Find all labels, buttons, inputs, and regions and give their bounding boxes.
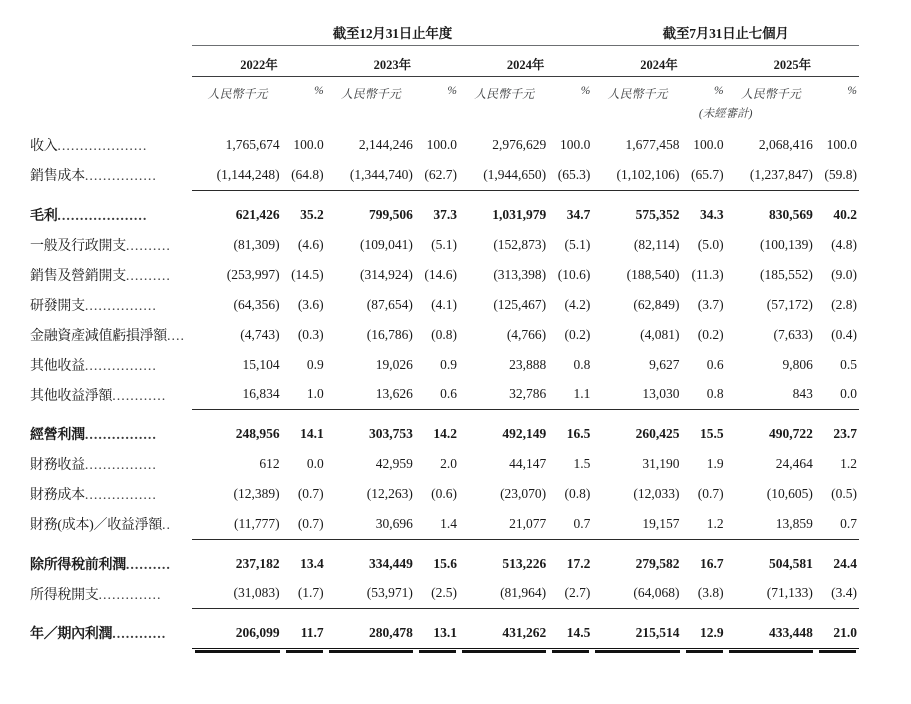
header-corner-blank (22, 22, 192, 45)
row-spacer (22, 410, 859, 420)
row-label-text: 其他收益 (30, 358, 85, 374)
cell-percent: (0.2) (697, 326, 724, 342)
cell-amount: 280,478 (326, 618, 416, 648)
cell-percent: 2.0 (440, 456, 457, 471)
cell-percent: (0.2) (564, 326, 591, 342)
cell-percent: 14.5 (549, 618, 592, 648)
cell-amount: (57,172) (766, 296, 813, 312)
header-row-units (22, 77, 859, 104)
cell-percent: 0.6 (416, 380, 459, 410)
table-row (22, 549, 859, 579)
cell-amount: 843 (726, 380, 816, 410)
cell-amount: (12,263) (366, 486, 413, 501)
table-header (22, 22, 859, 130)
cell-amount: (188,540) (626, 266, 680, 282)
row-label-leader: ................ (84, 458, 157, 473)
cell-percent: 1.9 (706, 456, 724, 471)
row-spacer-cell (22, 539, 859, 549)
cell-percent: 16.7 (700, 555, 724, 571)
row-label (22, 509, 192, 539)
row-label-text: 年／期內利潤 (30, 627, 113, 642)
cell-percent: 1.2 (683, 509, 726, 539)
cell-amount: 2,144,246 (358, 137, 413, 152)
cell-percent: (2.7) (549, 579, 592, 609)
cell-amount: 2,068,416 (758, 137, 813, 152)
cell-amount: 44,147 (509, 456, 547, 471)
table-row (22, 419, 859, 449)
cell-percent: 100.0 (293, 137, 324, 152)
cell-percent: 1.5 (573, 456, 591, 471)
cell-amount: (7,633) (773, 326, 813, 342)
cell-percent: 100.0 (826, 137, 857, 152)
cell-amount: (313,398) (493, 266, 547, 282)
cell-percent: (3.7) (697, 296, 724, 312)
cell-percent: (2.5) (416, 579, 459, 609)
row-label (22, 130, 192, 160)
row-label-text: 經營利潤 (30, 428, 85, 443)
cell-amount: 2,976,629 (492, 137, 547, 152)
cell-amount: 206,099 (192, 618, 282, 648)
cell-amount: (4,743) (240, 326, 280, 342)
column-year-2022: 2022年 (240, 58, 278, 72)
cell-amount: 303,753 (369, 426, 413, 441)
cell-amount: 9,806 (782, 356, 813, 372)
cell-amount: (1,944,650) (459, 160, 549, 190)
period-group-interim: 截至7月31日止七個月 (662, 26, 789, 41)
cell-amount: (64,356) (233, 296, 280, 312)
row-label (22, 260, 192, 290)
row-label-text: 其他收益淨額 (30, 388, 113, 404)
row-label-leader: .......... (125, 268, 171, 284)
table-row (22, 618, 859, 648)
cell-amount: 1,031,979 (492, 206, 547, 222)
row-label-leader: ................ (84, 488, 157, 503)
cell-amount: (1,144,248) (192, 160, 282, 190)
cell-percent: (14.5) (291, 266, 324, 282)
cell-percent: 100.0 (693, 137, 724, 152)
cell-percent: (65.3) (549, 160, 592, 190)
cell-percent: (3.6) (297, 296, 324, 312)
cell-amount: 260,425 (635, 426, 680, 441)
table-row (22, 509, 859, 539)
row-label (22, 230, 192, 260)
row-label-leader: ............ (112, 627, 167, 642)
cell-percent: 0.5 (840, 356, 857, 372)
cell-percent: (0.5) (831, 486, 857, 501)
cell-amount: (10,605) (766, 486, 813, 501)
cell-amount: (87,654) (366, 296, 413, 312)
cell-amount: 42,959 (375, 456, 413, 471)
cell-percent: 23.7 (833, 426, 857, 441)
cell-percent: (0.8) (431, 326, 457, 342)
row-label-leader: .. (162, 518, 172, 533)
cell-amount: (4,081) (640, 326, 680, 342)
cell-percent: (0.3) (297, 326, 324, 342)
cell-percent: 11.7 (283, 618, 326, 648)
cell-percent: (3.4) (816, 579, 859, 609)
cell-amount: 433,448 (726, 618, 816, 648)
table-row (22, 160, 859, 190)
cell-percent: 14.2 (433, 426, 457, 441)
cell-percent: 34.7 (566, 206, 591, 222)
row-spacer-cell (22, 609, 859, 619)
header-row-years (22, 46, 859, 76)
cell-amount: (23,070) (500, 486, 547, 501)
cell-amount: 30,696 (326, 509, 416, 539)
row-label (22, 380, 192, 410)
row-label-text: 研發開支 (30, 298, 85, 314)
cell-percent: 100.0 (426, 137, 457, 152)
cell-amount: 1,677,458 (625, 137, 680, 152)
cell-percent: (62.7) (416, 160, 459, 190)
column-year-2023: 2023年 (373, 58, 412, 72)
row-label-text: 財務成本 (30, 488, 85, 503)
row-label-leader: ............ (112, 388, 167, 404)
cell-percent: 0.0 (816, 380, 859, 410)
cell-percent: (0.7) (297, 486, 324, 501)
cell-amount: 21,077 (459, 509, 549, 539)
cell-percent: 12.9 (683, 618, 726, 648)
cell-percent: 13.4 (300, 555, 324, 571)
row-label (22, 290, 192, 320)
cell-amount: (16,786) (366, 326, 413, 342)
column-year-2024-annual: 2024年 (506, 58, 545, 72)
row-label-leader: .................... (57, 139, 148, 154)
table-row (22, 579, 859, 609)
cell-amount: 32,786 (459, 380, 549, 410)
row-label-text: 財務(成本)／收益淨額 (30, 518, 163, 533)
cell-amount: 9,627 (649, 356, 680, 372)
cell-percent: (5.0) (697, 236, 724, 252)
table-row (22, 320, 859, 350)
header-row-audit-note (22, 104, 859, 130)
cell-percent: 0.8 (683, 380, 726, 410)
cell-amount: (31,083) (192, 579, 282, 609)
cell-percent: 0.6 (706, 356, 724, 372)
cell-amount: 334,449 (369, 555, 413, 571)
cell-amount: (100,139) (759, 236, 813, 252)
cell-amount: 575,352 (635, 206, 680, 222)
unaudited-note: (未經審計) (698, 108, 753, 120)
cell-percent: 35.2 (300, 206, 324, 222)
row-label-text: 收入 (30, 139, 58, 154)
unit-percent-2024-interim: % (714, 84, 724, 97)
cell-percent: 15.6 (433, 555, 457, 571)
row-label (22, 549, 192, 579)
cell-amount: 248,956 (235, 426, 280, 441)
unit-percent-2023: % (447, 84, 457, 97)
cell-amount: 24,464 (775, 456, 813, 471)
cell-percent: (1.7) (283, 579, 326, 609)
cell-percent: 100.0 (559, 137, 591, 152)
cell-percent: (0.4) (831, 326, 857, 342)
income-statement-table (22, 22, 859, 649)
cell-amount: (53,971) (326, 579, 416, 609)
cell-percent: 37.3 (433, 206, 457, 222)
table-row (22, 479, 859, 509)
cell-amount: 612 (259, 456, 280, 471)
cell-amount: 13,859 (726, 509, 816, 539)
cell-percent: 1.1 (549, 380, 592, 410)
cell-percent: 14.1 (300, 426, 324, 441)
cell-percent: (4.8) (831, 236, 857, 252)
cell-amount: 13,030 (592, 380, 682, 410)
table-body (22, 130, 859, 648)
row-label (22, 618, 192, 648)
audit-note-blank (22, 104, 592, 130)
cell-percent: (59.8) (816, 160, 859, 190)
cell-percent: 0.7 (816, 509, 859, 539)
cell-percent: 0.8 (573, 356, 591, 372)
cell-percent: (5.1) (431, 236, 457, 252)
cell-amount: (1,237,847) (726, 160, 816, 190)
cell-amount: (314,924) (360, 266, 413, 282)
cell-amount: 23,888 (509, 356, 547, 372)
table-row (22, 350, 859, 380)
cell-percent: 17.2 (566, 555, 591, 571)
cell-amount: 621,426 (235, 206, 280, 222)
row-label (22, 160, 192, 190)
cell-percent: 13.1 (416, 618, 459, 648)
row-label-leader: .......... (125, 557, 171, 573)
cell-percent: 21.0 (816, 618, 859, 648)
row-label-leader: .......... (125, 238, 171, 254)
row-spacer (22, 539, 859, 549)
cell-amount: (64,068) (592, 579, 682, 609)
header-units-blank (22, 77, 192, 104)
cell-amount: (1,102,106) (592, 160, 682, 190)
row-label-text: 銷售及營銷開支 (30, 268, 126, 284)
header-years-blank (22, 46, 192, 76)
cell-percent: 15.5 (700, 426, 724, 441)
cell-amount: (81,964) (459, 579, 549, 609)
cell-amount: 19,026 (375, 356, 413, 372)
cell-amount: 19,157 (592, 509, 682, 539)
row-label (22, 200, 192, 230)
cell-amount: 513,226 (502, 555, 547, 571)
cell-percent: 0.7 (549, 509, 592, 539)
cell-amount: (82,114) (633, 236, 680, 252)
cell-percent: (0.8) (564, 486, 591, 501)
cell-percent: (3.8) (683, 579, 726, 609)
cell-percent: (4.2) (564, 296, 591, 312)
row-spacer (22, 190, 859, 200)
cell-amount: 16,834 (192, 380, 282, 410)
row-label-text: 一般及行政開支 (30, 238, 126, 254)
row-label-text: 金融資產減值虧損淨額 (30, 328, 167, 344)
cell-percent: (11.3) (691, 266, 724, 282)
cell-amount: 504,581 (768, 555, 813, 571)
table-row (22, 200, 859, 230)
cell-percent: 1.2 (840, 456, 857, 471)
cell-amount: (185,552) (759, 266, 813, 282)
cell-percent: (5.1) (564, 236, 591, 252)
table-row (22, 260, 859, 290)
cell-amount: 830,569 (768, 206, 813, 222)
unit-amount-2024-interim: 人民幣千元 (607, 87, 668, 101)
cell-amount: (12,389) (233, 486, 280, 501)
row-label (22, 479, 192, 509)
cell-amount: (4,766) (506, 326, 547, 342)
cell-percent: (0.6) (431, 486, 457, 501)
row-label-leader: .... (167, 328, 185, 344)
cell-amount: (125,467) (493, 296, 547, 312)
unit-amount-2023: 人民幣千元 (340, 87, 401, 101)
row-label (22, 579, 192, 609)
cell-amount: (12,033) (633, 486, 680, 501)
cell-percent: (4.6) (297, 236, 324, 252)
cell-percent: (65.7) (683, 160, 726, 190)
row-label-text: 除所得稅前利潤 (30, 557, 126, 573)
cell-percent: 24.4 (833, 555, 857, 571)
cell-percent: 1.0 (283, 380, 326, 410)
cell-percent: 0.9 (306, 356, 324, 372)
cell-amount: 490,722 (768, 426, 813, 441)
cell-amount: 15,104 (242, 356, 280, 372)
cell-amount: (11,777) (192, 509, 282, 539)
cell-percent: (9.0) (831, 266, 857, 282)
column-year-2025-interim: 2025年 (773, 58, 812, 72)
row-label (22, 350, 192, 380)
row-label (22, 419, 192, 449)
cell-percent: (10.6) (557, 266, 591, 282)
table-row (22, 130, 859, 160)
table-row (22, 230, 859, 260)
cell-amount: (109,041) (360, 236, 413, 252)
row-label-leader: ................ (84, 428, 157, 443)
unit-percent-2025-interim: % (847, 84, 857, 97)
cell-percent: (0.7) (283, 509, 326, 539)
row-label-text: 財務收益 (30, 458, 85, 473)
cell-percent: (0.7) (697, 486, 724, 501)
cell-amount: 215,514 (592, 618, 682, 648)
table-row (22, 449, 859, 479)
cell-percent: 34.3 (700, 206, 724, 222)
cell-amount: (1,344,740) (326, 160, 416, 190)
unit-percent-2022: % (314, 84, 324, 97)
row-label-leader: .................... (57, 208, 148, 224)
column-year-2024-interim: 2024年 (640, 58, 678, 72)
row-spacer-cell (22, 190, 859, 200)
cell-amount: 492,149 (502, 426, 547, 441)
cell-percent: 1.4 (416, 509, 459, 539)
unit-amount-2025-interim: 人民幣千元 (740, 87, 801, 101)
cell-percent: 40.2 (833, 206, 857, 222)
cell-amount: 799,506 (369, 206, 413, 222)
row-label (22, 449, 192, 479)
cell-percent: 16.5 (566, 426, 591, 441)
cell-amount: 431,262 (459, 618, 549, 648)
row-label-text: 銷售成本 (30, 169, 85, 184)
cell-amount: 1,765,674 (225, 137, 280, 152)
cell-amount: (81,309) (233, 236, 280, 252)
row-spacer (22, 609, 859, 619)
row-label-text: 所得稅開支 (30, 587, 99, 603)
cell-percent: 0.9 (440, 356, 457, 372)
unit-amount-2024-annual: 人民幣千元 (474, 87, 535, 101)
cell-amount: (62,849) (633, 296, 680, 312)
cell-amount: 31,190 (642, 456, 680, 471)
table-row (22, 290, 859, 320)
row-spacer-cell (22, 410, 859, 420)
header-row-period-titles (22, 22, 859, 45)
unit-amount-2022: 人民幣千元 (207, 87, 268, 101)
row-label-text: 毛利 (30, 208, 58, 224)
cell-percent: (4.1) (431, 296, 457, 312)
cell-amount: (71,133) (726, 579, 816, 609)
cell-amount: 279,582 (635, 555, 680, 571)
cell-percent: 0.0 (306, 456, 324, 471)
cell-percent: (64.8) (283, 160, 326, 190)
row-label-leader: ................ (84, 358, 157, 374)
unit-percent-2024-annual: % (580, 84, 591, 97)
cell-percent: (2.8) (831, 296, 857, 312)
period-group-annual: 截至12月31日止年度 (332, 26, 453, 41)
row-label-leader: .............. (98, 587, 162, 603)
cell-percent: (14.6) (424, 266, 457, 282)
table-row (22, 380, 859, 410)
cell-amount: (253,997) (226, 266, 280, 282)
row-label-leader: ................ (84, 298, 157, 314)
cell-amount: 13,626 (326, 380, 416, 410)
row-label (22, 320, 192, 350)
cell-amount: (152,873) (493, 236, 547, 252)
row-label-leader: ................ (84, 169, 157, 184)
cell-amount: 237,182 (235, 555, 280, 571)
